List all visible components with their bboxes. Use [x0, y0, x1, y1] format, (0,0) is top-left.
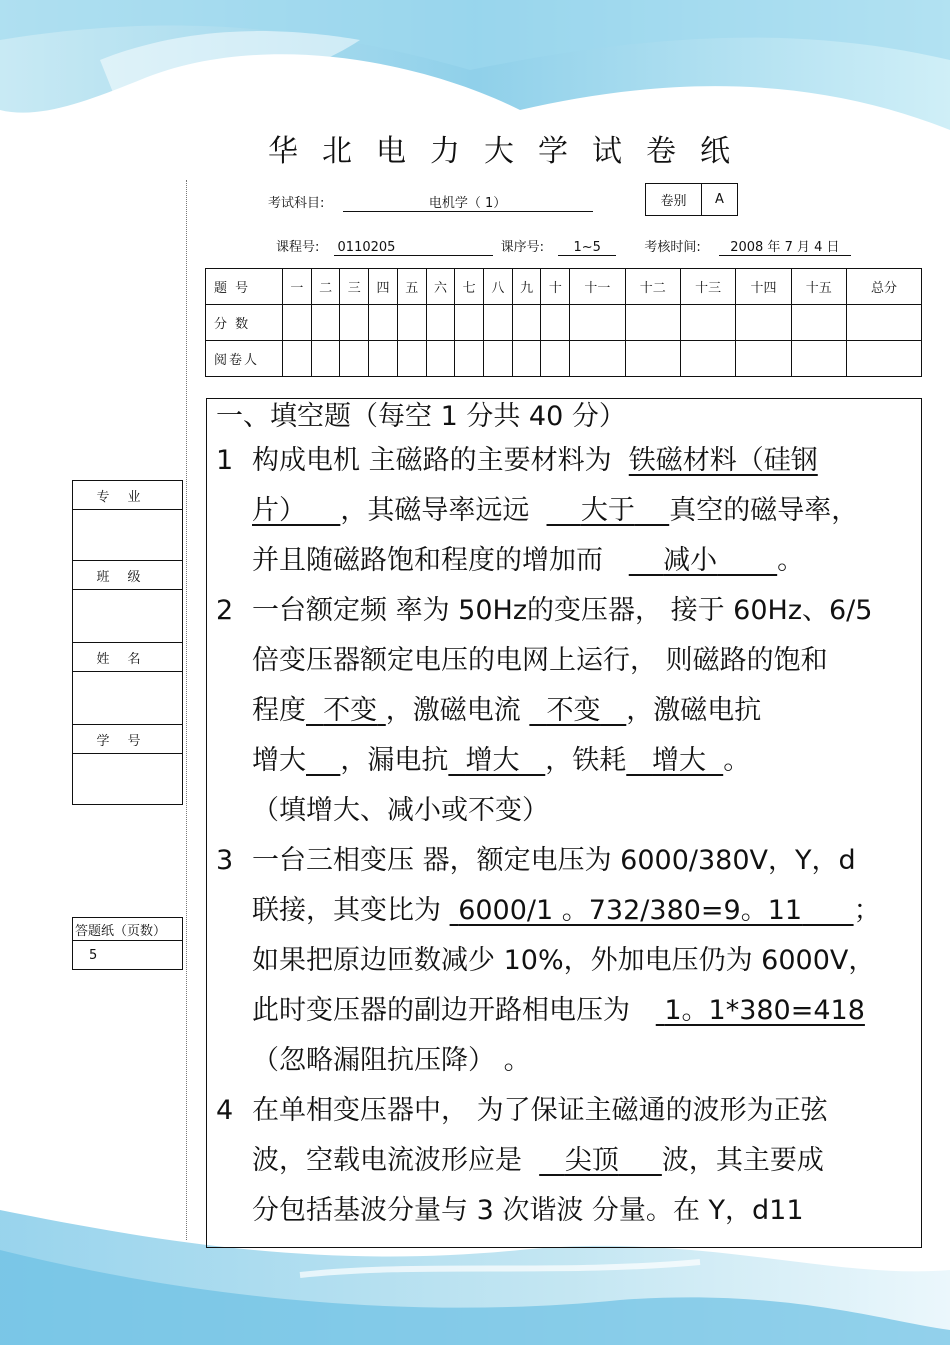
blank-answer: 减小: [663, 545, 718, 576]
paper-type-value: A: [715, 192, 724, 207]
total-header: 总分: [847, 269, 922, 305]
score-row: [206, 305, 922, 341]
text: 一台三相变压 器，额定电压为 6000/380V，Y，d: [252, 845, 856, 876]
column-header: 十四: [736, 269, 791, 305]
text: 。: [777, 545, 805, 576]
grader-cell: [512, 341, 541, 377]
grader-cell: [340, 341, 369, 377]
score-table: [205, 268, 922, 377]
score-cell: [484, 305, 513, 341]
text: 波，其主要成: [661, 1145, 824, 1176]
q2-line2: 倍变压器额定电压的电网上运行， 则磁路的饱和: [252, 645, 828, 676]
student-id-field: [73, 754, 182, 804]
column-header: 六: [426, 269, 455, 305]
text: 联接，其变比为: [252, 895, 441, 926]
grader-cell: [455, 341, 484, 377]
grader-cell: [570, 341, 625, 377]
blank-answer: 1。1*380=418: [664, 995, 865, 1026]
major-label: 专业: [73, 481, 182, 510]
text: 此时变压器的副边开路相电压为: [252, 995, 630, 1026]
score-cell: [680, 305, 735, 341]
grader-cell: [680, 341, 735, 377]
text: 在单相变压器中， 为了保证主磁通的波形为正弦: [252, 1095, 828, 1126]
column-header: 七: [455, 269, 484, 305]
grader-cell: [426, 341, 455, 377]
text: 一台额定频 率为 50Hz的变压器， 接于 60Hz、6/5: [252, 595, 873, 626]
major-field: [73, 510, 182, 561]
column-header: 八: [484, 269, 513, 305]
text: ，铁耗: [545, 745, 627, 776]
blank-answer: 增大: [652, 745, 707, 776]
score-cell: [512, 305, 541, 341]
blank-answer: 铁磁材料（硅钢: [628, 445, 818, 476]
name-field: [73, 672, 182, 725]
exam-paper-title: 华北电力大学试卷纸: [268, 134, 754, 169]
exam-time-label: 考核时间:: [644, 240, 701, 255]
subject-value: 电机学（ 1）: [343, 192, 593, 212]
row-label: 阅卷人: [206, 341, 283, 377]
text: 增大: [252, 745, 306, 776]
text: 程度: [252, 695, 306, 726]
score-cell: [340, 305, 369, 341]
column-header: 十: [541, 269, 570, 305]
text: 构成电机 主磁路的主要材料为: [252, 445, 612, 476]
grader-cell: [625, 341, 680, 377]
column-header: 九: [512, 269, 541, 305]
column-header: 十三: [680, 269, 735, 305]
exam-time-value: 2008 年 7 月 4 日: [719, 236, 851, 256]
grader-cell: [541, 341, 570, 377]
course-no-label: 课程号:: [276, 240, 320, 255]
score-cell: [625, 305, 680, 341]
question-content: [216, 398, 916, 1236]
text: ，激磁电流: [385, 695, 521, 726]
row-label: 分 数: [206, 305, 283, 341]
q3-line1: [216, 836, 916, 886]
row-label: 题 号: [206, 269, 283, 305]
blank-answer: 大于: [580, 495, 635, 526]
q3-line4: [216, 986, 916, 1036]
binding-line: [186, 180, 187, 1240]
text: 并且随磁路饱和程度的增加而: [252, 545, 603, 576]
q1-line1: [216, 436, 916, 486]
score-cell: [736, 305, 791, 341]
score-table-header-row: [206, 269, 922, 305]
score-cell: [541, 305, 570, 341]
q3-line2: [216, 886, 916, 936]
column-header: 一: [283, 269, 312, 305]
score-cell: [426, 305, 455, 341]
q3-number: 3: [216, 845, 234, 876]
text: ，激磁电抗: [626, 695, 762, 726]
grader-cell: [283, 341, 312, 377]
class-field: [73, 590, 182, 643]
column-header: 三: [340, 269, 369, 305]
score-cell: [283, 305, 312, 341]
column-header: 十一: [570, 269, 625, 305]
grader-cell: [484, 341, 513, 377]
q3-line5: （忽略漏阻抗压降） 。: [252, 1045, 531, 1076]
blank-answer: 尖顶: [564, 1145, 619, 1176]
column-header: 十二: [625, 269, 680, 305]
q2-line5: （填增大、减小或不变）: [252, 795, 549, 826]
answer-pages-label: 答题纸（页数）: [73, 918, 182, 941]
blank-answer: 增大: [465, 745, 520, 776]
score-cell: [397, 305, 426, 341]
column-header: 五: [397, 269, 426, 305]
q4-line1: [216, 1086, 916, 1136]
grader-cell: [397, 341, 426, 377]
text: ；: [853, 895, 881, 926]
q1-line3: [216, 536, 916, 586]
score-cell: [369, 305, 398, 341]
class-label: 班级: [73, 561, 182, 590]
text: 。: [723, 745, 751, 776]
q2-number: 2: [216, 595, 234, 626]
score-cell: [455, 305, 484, 341]
column-header: 四: [369, 269, 398, 305]
q2-line1: [216, 586, 916, 636]
subject-label: 考试科目:: [268, 196, 325, 211]
q3-line3: 如果把原边匝数减少 10%，外加电压仍为 6000V，: [252, 945, 876, 976]
paper-type-box: [645, 183, 738, 216]
seq-label: 课序号:: [500, 240, 545, 255]
grader-cell: [369, 341, 398, 377]
blank-answer: 片）: [252, 495, 306, 526]
grader-cell: [311, 341, 340, 377]
answer-pages-box: [72, 917, 183, 970]
course-row: [276, 236, 851, 256]
text: ，漏电抗: [340, 745, 449, 776]
subject-row: [268, 192, 593, 212]
score-cell: [570, 305, 625, 341]
text: 波，空载电流波形应是: [252, 1145, 522, 1176]
seq-value: 1~5: [558, 240, 616, 256]
q4-line2: [216, 1136, 916, 1186]
score-cell: [847, 305, 922, 341]
q4-number: 4: [216, 1095, 234, 1126]
q1-line2: [216, 486, 916, 536]
blank-answer: 6000/1 。732/380=9。11: [458, 895, 803, 926]
blank-answer: 不变: [546, 695, 601, 726]
q1-number: 1: [216, 445, 234, 476]
grader-cell: [791, 341, 846, 377]
name-label: 姓名: [73, 643, 182, 672]
blank-answer: 不变: [323, 695, 378, 726]
grader-cell: [847, 341, 922, 377]
q2-line3: [216, 686, 916, 736]
student-id-label: 学号: [73, 725, 182, 754]
q4-line3: 分包括基波分量与 3 次谐波 分量。在 Y，d11: [252, 1195, 804, 1226]
grader-cell: [736, 341, 791, 377]
q2-line4: [216, 736, 916, 786]
column-header: 二: [311, 269, 340, 305]
section-heading: 一、填空题（每空 1 分共 40 分）: [216, 401, 626, 432]
student-info-box: [72, 480, 183, 805]
column-header: 十五: [791, 269, 846, 305]
text: 真空的磁导率，: [669, 495, 859, 526]
answer-pages-value: 5: [89, 947, 98, 963]
score-cell: [311, 305, 340, 341]
grader-row: [206, 341, 922, 377]
paper-type-label: 卷别: [646, 184, 702, 215]
text: ，其磁导率远远: [340, 495, 530, 526]
score-cell: [791, 305, 846, 341]
course-no-value: 0110205: [334, 240, 493, 256]
